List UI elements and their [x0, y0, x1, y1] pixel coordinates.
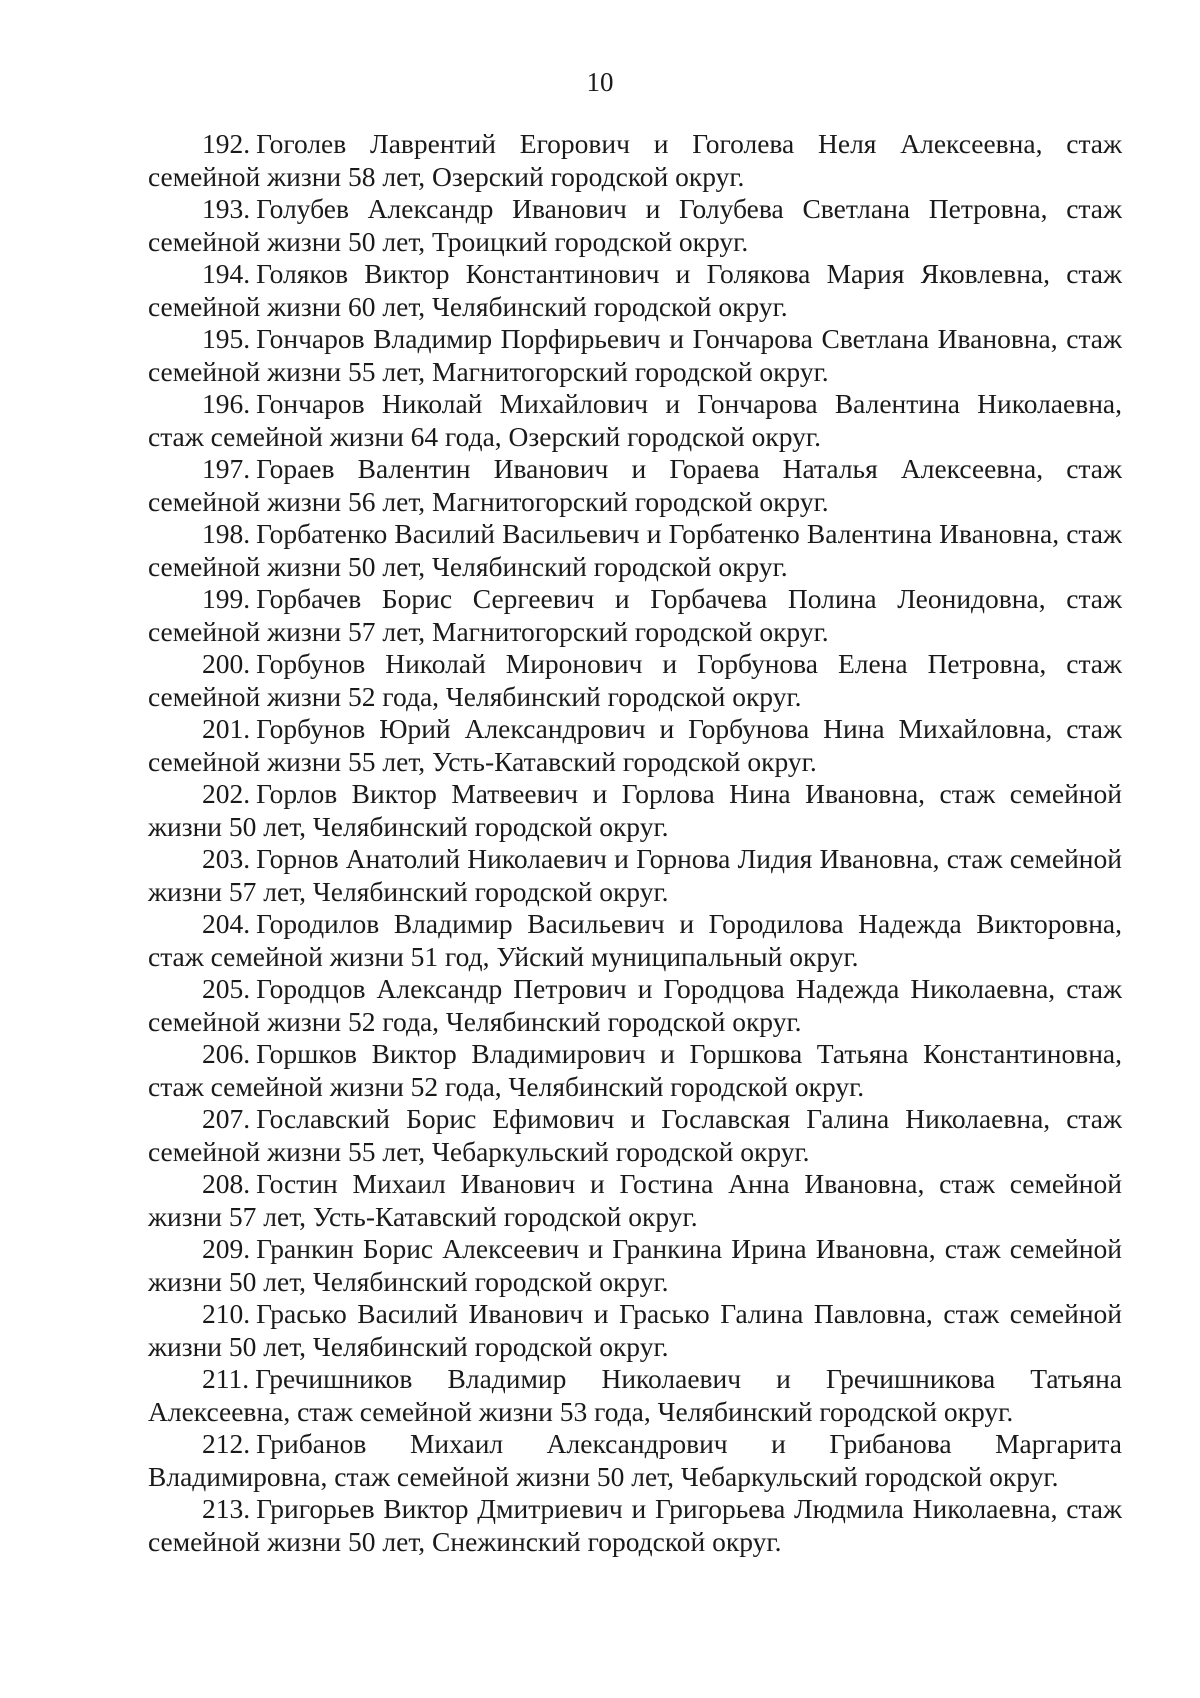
entry-number: 211. — [202, 1363, 250, 1394]
entry-text: Гоголев Лаврентий Егорович и Гоголева Неля Алексеевна, стаж семейной жизни 58 лет, Озерский городской округ. — [148, 128, 1122, 192]
entry-text: Горбунов Юрий Александрович и Горбунова Нина Михайловна, стаж семейной жизни 55 лет, Усть-Катавский городской округ. — [148, 713, 1122, 777]
list-item — [148, 1038, 1122, 1103]
list-item — [148, 843, 1122, 908]
entry-number: 197. — [202, 453, 251, 484]
entry-text: Горшков Виктор Владимирович и Горшкова Татьяна Константиновна, стаж семейной жизни 52 года, Челябинский городской округ. — [148, 1038, 1122, 1102]
entry-text: Гославский Борис Ефимович и Гославская Галина Николаевна, стаж семейной жизни 55 лет, Чебаркульский городской округ. — [148, 1103, 1122, 1167]
entry-text: Горлов Виктор Матвеевич и Горлова Нина Ивановна, стаж семейной жизни 50 лет, Челябинский городской округ. — [148, 778, 1122, 842]
entry-text: Голубев Александр Иванович и Голубева Светлана Петровна, стаж семейной жизни 50 лет, Троицкий городской округ. — [148, 193, 1122, 257]
entry-number: 196. — [202, 388, 251, 419]
list-item — [148, 1493, 1122, 1558]
entry-text: Григорьев Виктор Дмитриевич и Григорьева Людмила Николаевна, стаж семейной жизни 50 лет, Снежинский городской округ. — [148, 1493, 1122, 1557]
entry-text: Гончаров Николай Михайлович и Гончарова Валентина Николаевна, стаж семейной жизни 64 года, Озерский городской округ. — [148, 388, 1122, 452]
list-item — [148, 323, 1122, 388]
entry-number: 210. — [202, 1298, 251, 1329]
list-item — [148, 1103, 1122, 1168]
list-item — [148, 778, 1122, 843]
entry-text: Горбатенко Василий Васильевич и Горбатенко Валентина Ивановна, стаж семейной жизни 50 лет, Челябинский городской округ. — [148, 518, 1122, 582]
entry-number: 202. — [202, 778, 251, 809]
entry-text: Гостин Михаил Иванович и Гостина Анна Ивановна, стаж семейной жизни 57 лет, Усть-Катавский городской округ. — [148, 1168, 1122, 1232]
entry-number: 194. — [202, 258, 251, 289]
entry-number: 193. — [202, 193, 251, 224]
entry-text: Городцов Александр Петрович и Городцова Надежда Николаевна, стаж семейной жизни 52 года, Челябинский городской округ. — [148, 973, 1122, 1037]
list-item — [148, 648, 1122, 713]
list-item — [148, 713, 1122, 778]
entry-text: Гречишников Владимир Николаевич и Гречишникова Татьяна Алексеевна, стаж семейной жизни 53 года, Челябинский городской округ. — [148, 1363, 1122, 1427]
list-item — [148, 518, 1122, 583]
entry-text: Грибанов Михаил Александрович и Грибанова Маргарита Владимировна, стаж семейной жизни 50 лет, Чебаркульский городской округ. — [148, 1428, 1122, 1492]
list-item — [148, 1168, 1122, 1233]
list-item — [148, 193, 1122, 258]
page-number: 10 — [586, 67, 614, 97]
entry-number: 195. — [202, 323, 251, 354]
list-item — [148, 453, 1122, 518]
list-item — [148, 1363, 1122, 1428]
list-item — [148, 583, 1122, 648]
entry-text: Гранкин Борис Алексеевич и Гранкина Ирина Ивановна, стаж семейной жизни 50 лет, Челябинский городской округ. — [148, 1233, 1122, 1297]
entry-list — [148, 128, 1122, 1558]
entry-number: 213. — [202, 1493, 251, 1524]
list-item — [148, 1233, 1122, 1298]
list-item — [148, 258, 1122, 323]
entry-number: 201. — [202, 713, 251, 744]
entry-text: Горнов Анатолий Николаевич и Горнова Лидия Ивановна, стаж семейной жизни 57 лет, Челябинский городской округ. — [148, 843, 1122, 907]
entry-number: 205. — [202, 973, 251, 1004]
entry-number: 212. — [202, 1428, 251, 1459]
list-item — [148, 388, 1122, 453]
entry-number: 209. — [202, 1233, 251, 1264]
entry-number: 206. — [202, 1038, 251, 1069]
entry-number: 192. — [202, 128, 251, 159]
list-item — [148, 1428, 1122, 1493]
entry-number: 199. — [202, 583, 251, 614]
list-item — [148, 973, 1122, 1038]
entry-number: 208. — [202, 1168, 251, 1199]
entry-text: Гончаров Владимир Порфирьевич и Гончарова Светлана Ивановна, стаж семейной жизни 55 лет, Магнитогорский городской округ. — [148, 323, 1122, 387]
entry-text: Гораев Валентин Иванович и Гораева Наталья Алексеевна, стаж семейной жизни 56 лет, Магнитогорский городской округ. — [148, 453, 1122, 517]
list-item — [148, 128, 1122, 193]
entry-number: 207. — [202, 1103, 251, 1134]
entry-number: 198. — [202, 518, 251, 549]
entry-text: Горбачев Борис Сергеевич и Горбачева Полина Леонидовна, стаж семейной жизни 57 лет, Магнитогорский городской округ. — [148, 583, 1122, 647]
entry-number: 204. — [202, 908, 251, 939]
entry-number: 203. — [202, 843, 251, 874]
entry-text: Горбунов Николай Миронович и Горбунова Елена Петровна, стаж семейной жизни 52 года, Челябинский городской округ. — [148, 648, 1122, 712]
entry-text: Грасько Василий Иванович и Грасько Галина Павловна, стаж семейной жизни 50 лет, Челябинский городской округ. — [148, 1298, 1122, 1362]
list-item — [148, 1298, 1122, 1363]
entry-number: 200. — [202, 648, 251, 679]
list-item — [148, 908, 1122, 973]
entry-text: Городилов Владимир Васильевич и Городилова Надежда Викторовна, стаж семейной жизни 51 год, Уйский муниципальный округ. — [148, 908, 1122, 972]
entry-text: Голяков Виктор Константинович и Голякова Мария Яковлевна, стаж семейной жизни 60 лет, Челябинский городской округ. — [148, 258, 1122, 322]
